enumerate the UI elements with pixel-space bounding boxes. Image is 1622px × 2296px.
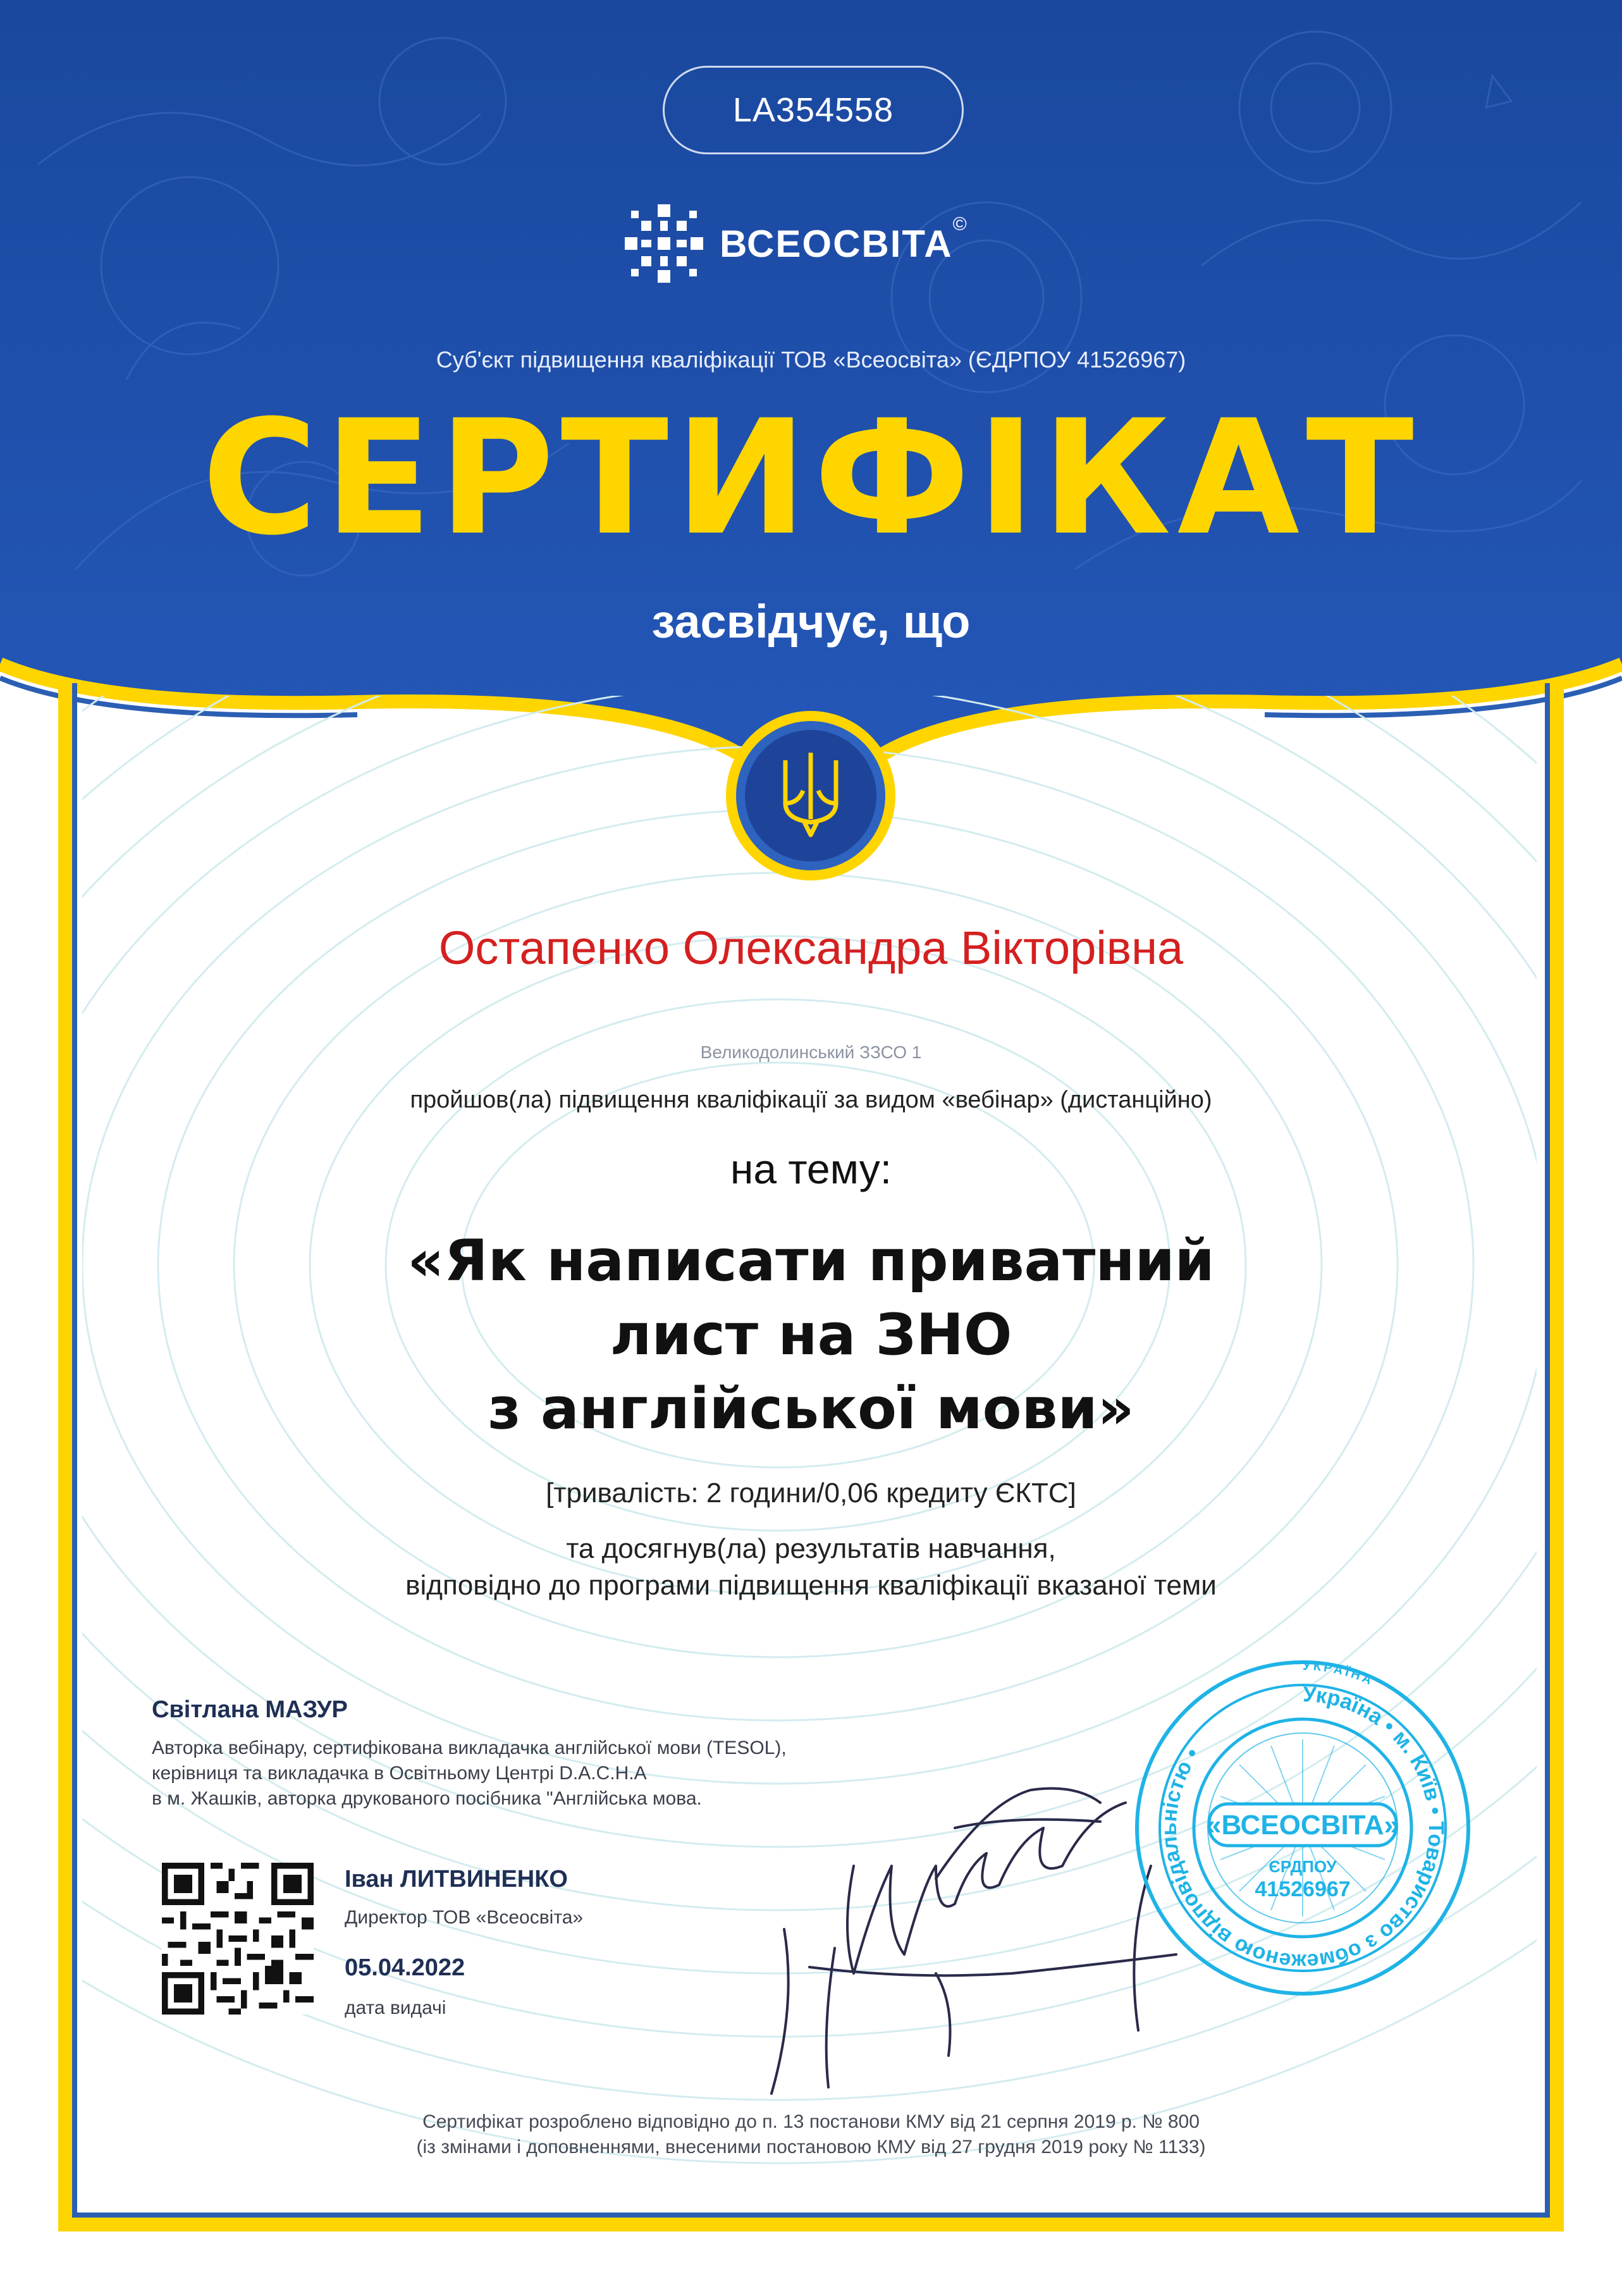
author-description-line: керівниця та викладачка в Освітньому Центрі D.A.C.H.A xyxy=(152,1763,647,1784)
snowflake-ornament-icon xyxy=(620,199,708,288)
issue-date-label: дата видачі xyxy=(345,1997,446,2018)
logo-wordmark: ВСЕОСВІТА xyxy=(720,222,953,265)
training-type: пройшов(ла) підвищення кваліфікації за видом «вебінар» (дистанційно) xyxy=(410,1087,1212,1113)
footnote-line: (із змінами і доповненнями, внесеними постановою КМУ від 27 грудня 2019 року № 1133) xyxy=(416,2137,1206,2157)
author-description-line: Авторка вебінару, сертифікована викладачка англійської мови (TESOL), xyxy=(152,1737,787,1758)
webinar-topic xyxy=(0,1224,1622,1446)
trident-icon xyxy=(723,708,898,883)
brand-logo xyxy=(620,196,1012,291)
author-description-line: в м. Жашків, авторка друкованого посібника "Англійська мова. xyxy=(152,1788,702,1809)
serial-number-badge: LA354558 xyxy=(663,66,964,154)
results-line: відповідно до програми підвищення кваліфікації вказаної теми xyxy=(405,1570,1217,1601)
stamp-code: 41526967 xyxy=(1255,1877,1351,1901)
author-name: Світлана МАЗУР xyxy=(152,1696,348,1723)
stamp-center-text: «ВСЕОСВІТА» xyxy=(1205,1810,1400,1841)
director-name: Іван ЛИТВИНЕНКО xyxy=(345,1866,568,1892)
recipient-name: Остапенко Олександра Вікторівна xyxy=(438,922,1184,974)
stamp-icon xyxy=(1132,1657,1473,1999)
footnote-line: Сертифікат розроблено відповідно до п. 13 постанови КМУ від 21 серпня 2019 р. № 800 xyxy=(422,2111,1200,2132)
topic-line: «Як написати приватний xyxy=(407,1228,1215,1294)
stamp-ring-text: Україна • м. Київ • Товариство з обмеженою відповідальністю • xyxy=(1157,1682,1448,1974)
on-topic-label: на тему: xyxy=(730,1145,892,1192)
issuer-line: Суб'єкт підвищення кваліфікації ТОВ «Всеосвіта» (ЄДРПОУ 41526967) xyxy=(436,347,1186,373)
results-line: та досягнув(ла) результатів навчання, xyxy=(566,1533,1056,1564)
stamp-code-label: ЄРДПОУ xyxy=(1269,1857,1337,1876)
issue-date: 05.04.2022 xyxy=(345,1954,465,1981)
legal-footnote xyxy=(0,2109,1622,2160)
copyright-mark: © xyxy=(952,214,967,235)
school-name: Великодолинський ЗЗСО 1 xyxy=(700,1042,922,1062)
results-text xyxy=(0,1531,1622,1604)
duration-text: [тривалість: 2 години/0,06 кредиту ЄКТС] xyxy=(546,1478,1076,1509)
topic-line: лист на ЗНО xyxy=(610,1302,1012,1368)
qr-code-icon[interactable] xyxy=(162,1863,314,2015)
certifies-text: засвідчує, що xyxy=(651,595,971,648)
stamp-outer-text: УКРАЇНА xyxy=(1302,1658,1377,1689)
director-role: Директор ТОВ «Всеосвіта» xyxy=(345,1907,584,1928)
topic-line: з англійської мови» xyxy=(488,1376,1134,1442)
certificate-title: СЕРТИФІКАТ xyxy=(202,386,1420,570)
